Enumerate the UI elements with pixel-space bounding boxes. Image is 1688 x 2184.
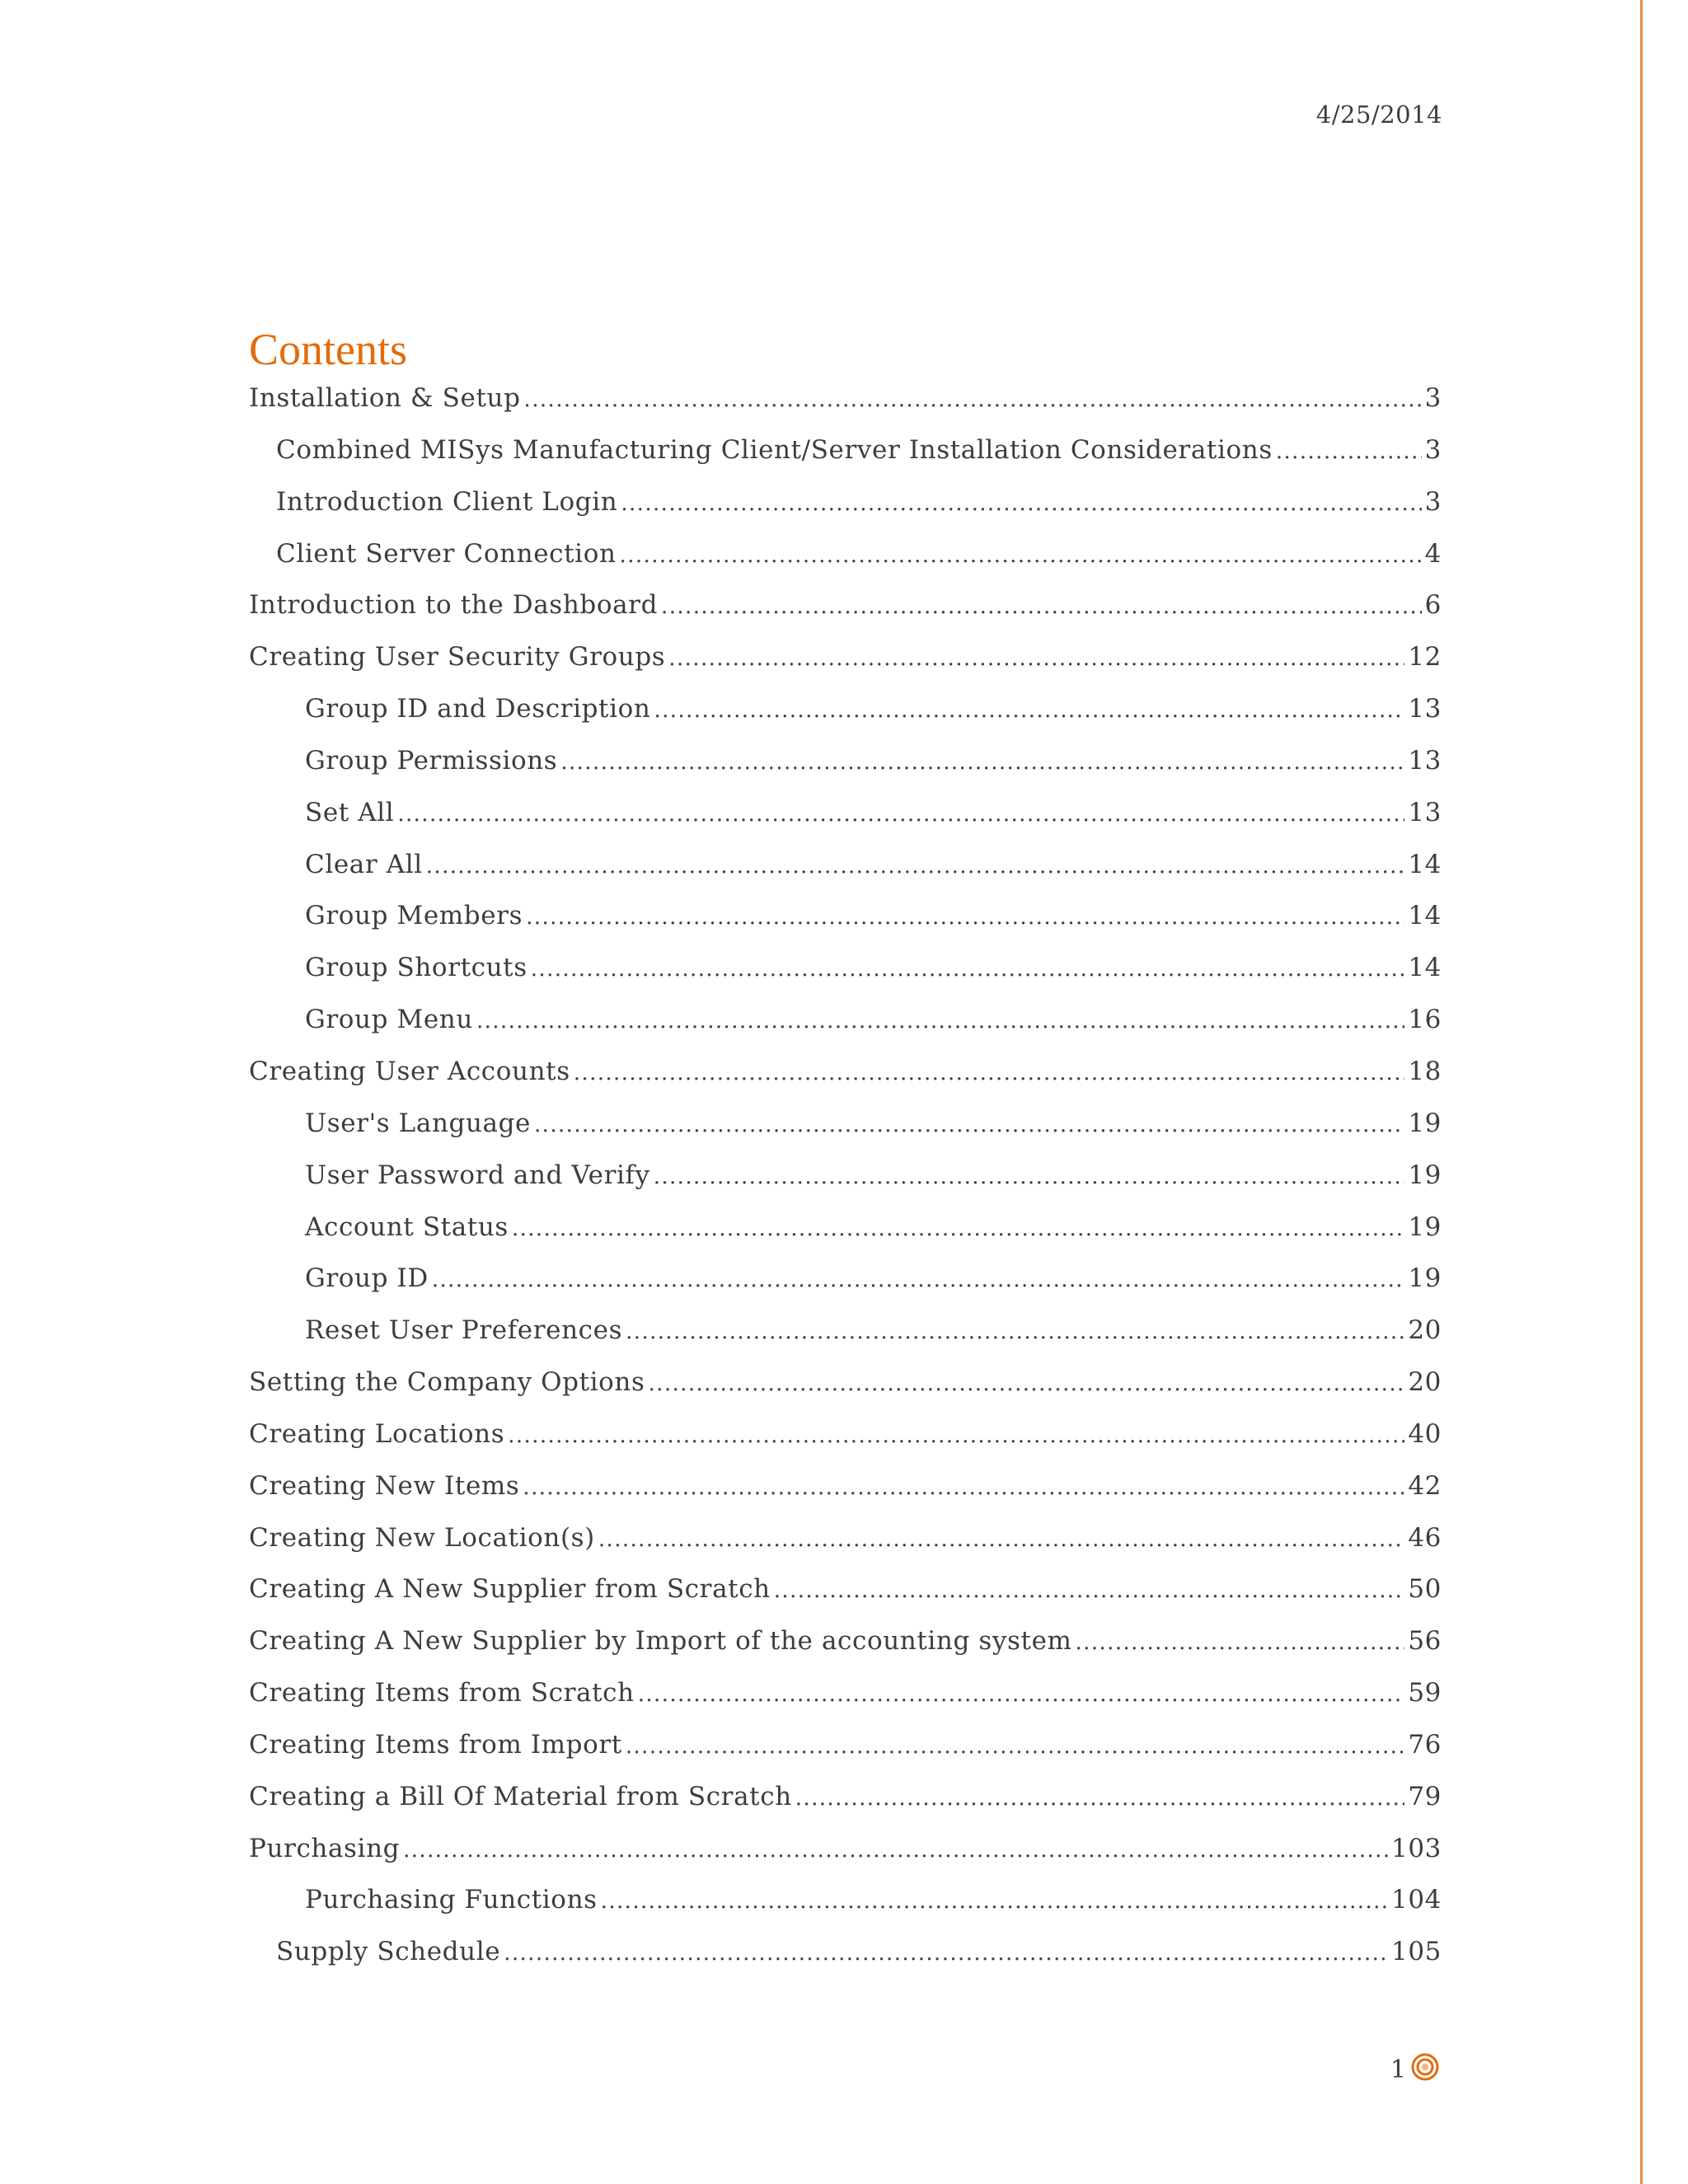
toc-dot-leader bbox=[1276, 434, 1422, 469]
toc-dot-leader bbox=[508, 1418, 1404, 1453]
toc-entry-label: Combined MISys Manufacturing Client/Server Installation Considerations bbox=[276, 434, 1273, 465]
toc-entry-label: Group Permissions bbox=[305, 745, 558, 776]
toc-entry[interactable] bbox=[249, 1365, 1442, 1417]
toc-dot-leader bbox=[531, 952, 1405, 987]
toc-entry[interactable] bbox=[249, 1675, 1442, 1727]
toc-entry[interactable] bbox=[249, 588, 1442, 640]
toc-entry[interactable] bbox=[249, 1624, 1442, 1675]
toc-entry-page: 40 bbox=[1408, 1418, 1442, 1449]
toc-entry-page: 18 bbox=[1408, 1056, 1442, 1086]
toc-entry-page: 20 bbox=[1408, 1367, 1442, 1398]
toc-entry[interactable] bbox=[249, 1469, 1442, 1521]
toc-dot-leader bbox=[620, 538, 1422, 573]
toc-entry-page: 56 bbox=[1408, 1626, 1442, 1657]
toc-entry-page: 20 bbox=[1408, 1315, 1442, 1346]
toc-dot-leader bbox=[1076, 1625, 1405, 1660]
toc-entry[interactable] bbox=[249, 795, 1442, 847]
toc-entry-label: Creating Locations bbox=[249, 1418, 505, 1449]
toc-entry[interactable] bbox=[249, 381, 1442, 433]
toc-entry-page: 16 bbox=[1408, 1005, 1442, 1035]
toc-dot-leader bbox=[649, 1366, 1405, 1401]
toc-entry-label: Set All bbox=[305, 797, 395, 827]
toc-dot-leader bbox=[621, 486, 1421, 521]
toc-entry-page: 6 bbox=[1424, 590, 1442, 621]
toc-entry-label: Group ID bbox=[305, 1263, 429, 1294]
toc-dot-leader bbox=[626, 1729, 1405, 1764]
toc-entry-page: 4 bbox=[1424, 538, 1442, 569]
toc-dot-leader bbox=[512, 1212, 1404, 1246]
toc-dot-leader bbox=[432, 1263, 1405, 1297]
toc-entry-label: Introduction to the Dashboard bbox=[249, 590, 659, 621]
page-number: 1 bbox=[1390, 2055, 1406, 2084]
toc-dot-leader bbox=[654, 693, 1404, 728]
toc-entry[interactable] bbox=[249, 1261, 1442, 1313]
toc-dot-leader bbox=[524, 382, 1422, 417]
page-footer bbox=[1390, 2049, 1439, 2084]
toc-entry[interactable] bbox=[249, 847, 1442, 899]
header-date: 4/25/2014 bbox=[1315, 101, 1442, 129]
toc-entry-page: 13 bbox=[1408, 797, 1442, 827]
toc-title: Contents bbox=[249, 325, 408, 374]
toc-entry-label: Creating Items from Import bbox=[249, 1729, 622, 1760]
toc-dot-leader bbox=[397, 797, 1404, 832]
toc-entry-page: 59 bbox=[1408, 1678, 1442, 1708]
toc-entry-page: 76 bbox=[1408, 1729, 1442, 1760]
toc-dot-leader bbox=[534, 1108, 1404, 1142]
toc-entry-label: Creating User Security Groups bbox=[249, 642, 666, 673]
toc-entry-label: Purchasing Functions bbox=[305, 1885, 598, 1915]
toc-dot-leader bbox=[774, 1573, 1405, 1608]
toc-entry-label: Group ID and Description bbox=[305, 694, 651, 724]
toc-entry-page: 13 bbox=[1408, 694, 1442, 724]
toc-dot-leader bbox=[654, 1160, 1405, 1194]
toc-entry[interactable] bbox=[249, 1572, 1442, 1624]
toc-entry[interactable] bbox=[249, 898, 1442, 950]
toc-entry-label: Group Menu bbox=[305, 1005, 473, 1035]
toc-entry[interactable] bbox=[249, 485, 1442, 537]
toc-dot-leader bbox=[504, 1936, 1388, 1971]
toc-entry[interactable] bbox=[249, 1313, 1442, 1365]
toc-entry-label: Creating New Items bbox=[249, 1470, 520, 1501]
toc-dot-leader bbox=[523, 1470, 1404, 1505]
toc-entry-label: Group Members bbox=[305, 901, 523, 931]
toc-entry-page: 19 bbox=[1408, 1160, 1442, 1190]
toc-entry-page: 14 bbox=[1408, 901, 1442, 931]
toc-entry-label: Creating Items from Scratch bbox=[249, 1678, 635, 1708]
toc-entry[interactable] bbox=[249, 1054, 1442, 1106]
toc-dot-leader bbox=[601, 1884, 1388, 1919]
toc-entry[interactable] bbox=[249, 743, 1442, 795]
toc-dot-leader bbox=[668, 641, 1404, 676]
toc-entry-label: Account Status bbox=[305, 1212, 509, 1242]
toc-entry[interactable] bbox=[249, 1158, 1442, 1210]
toc-entry[interactable] bbox=[249, 1727, 1442, 1779]
toc-entry-page: 46 bbox=[1408, 1522, 1442, 1553]
toc-dot-leader bbox=[638, 1677, 1405, 1712]
toc-entry[interactable] bbox=[249, 1521, 1442, 1572]
toc-dot-leader bbox=[795, 1781, 1405, 1816]
toc-entry[interactable] bbox=[249, 950, 1442, 1002]
toc-entry[interactable] bbox=[249, 433, 1442, 485]
toc-entry-page: 103 bbox=[1391, 1833, 1442, 1863]
toc-entry-label: Creating New Location(s) bbox=[249, 1522, 595, 1553]
toc-dot-leader bbox=[560, 745, 1404, 780]
toc-entry-page: 14 bbox=[1408, 849, 1442, 879]
toc-entry[interactable] bbox=[249, 1106, 1442, 1158]
toc-dot-leader bbox=[526, 900, 1404, 935]
toc-entry-label: Purchasing bbox=[249, 1833, 401, 1863]
toc-dot-leader bbox=[598, 1522, 1404, 1557]
toc-entry-page: 50 bbox=[1408, 1574, 1442, 1605]
toc-entry-label: Creating A New Supplier by Import of the accounting system bbox=[249, 1626, 1072, 1657]
toc-dot-leader bbox=[626, 1315, 1404, 1349]
concentric-circle-icon bbox=[1411, 2053, 1439, 2081]
toc-entry-label: Group Shortcuts bbox=[305, 953, 528, 983]
toc-dot-leader bbox=[574, 1056, 1405, 1090]
toc-entry[interactable] bbox=[249, 640, 1442, 691]
toc-entry[interactable] bbox=[249, 1210, 1442, 1262]
toc-entry-page: 3 bbox=[1424, 434, 1442, 465]
toc-entry-label: Clear All bbox=[305, 849, 423, 879]
toc-entry-page: 79 bbox=[1408, 1781, 1442, 1811]
toc-entry-page: 19 bbox=[1408, 1263, 1442, 1294]
toc-entry-page: 19 bbox=[1408, 1108, 1442, 1138]
toc-dot-leader bbox=[426, 849, 1405, 883]
toc-entry-label: Setting the Company Options bbox=[249, 1367, 645, 1398]
toc-entry-label: Creating User Accounts bbox=[249, 1056, 570, 1086]
toc-entry-page: 3 bbox=[1424, 383, 1442, 413]
toc-entry-label: User's Language bbox=[305, 1108, 531, 1138]
toc-entry[interactable] bbox=[249, 1002, 1442, 1054]
toc-entry[interactable] bbox=[249, 537, 1442, 588]
toc-entry-label: Client Server Connection bbox=[276, 538, 617, 569]
toc-entry[interactable] bbox=[249, 1882, 1442, 1934]
toc-entry-page: 105 bbox=[1391, 1937, 1442, 1967]
toc-entry-label: User Password and Verify bbox=[305, 1160, 650, 1190]
toc-entry-label: Introduction Client Login bbox=[276, 486, 618, 517]
toc-dot-leader bbox=[476, 1004, 1404, 1038]
toc-entry-page: 13 bbox=[1408, 745, 1442, 776]
toc-dot-leader bbox=[661, 589, 1422, 624]
toc-entry-label: Creating a Bill Of Material from Scratch bbox=[249, 1781, 792, 1811]
page-edge-rule bbox=[1640, 0, 1643, 2184]
toc-entry-label: Installation & Setup bbox=[249, 383, 521, 413]
toc-entry[interactable] bbox=[249, 1779, 1442, 1831]
toc-entry[interactable] bbox=[249, 1417, 1442, 1469]
toc-entry-page: 12 bbox=[1408, 642, 1442, 673]
toc-entry[interactable] bbox=[249, 691, 1442, 743]
toc-dot-leader bbox=[403, 1833, 1388, 1868]
toc-entry-page: 42 bbox=[1408, 1470, 1442, 1501]
toc-entry-page: 19 bbox=[1408, 1212, 1442, 1242]
toc-entry[interactable] bbox=[249, 1934, 1442, 1986]
toc-entry-page: 3 bbox=[1424, 486, 1442, 517]
toc-entry[interactable] bbox=[249, 1831, 1442, 1883]
toc-entry-page: 14 bbox=[1408, 953, 1442, 983]
table-of-contents bbox=[249, 381, 1442, 1986]
toc-entry-page: 104 bbox=[1391, 1885, 1442, 1915]
toc-entry-label: Supply Schedule bbox=[276, 1937, 501, 1967]
toc-entry-label: Reset User Preferences bbox=[305, 1315, 623, 1346]
toc-entry-label: Creating A New Supplier from Scratch bbox=[249, 1574, 771, 1605]
